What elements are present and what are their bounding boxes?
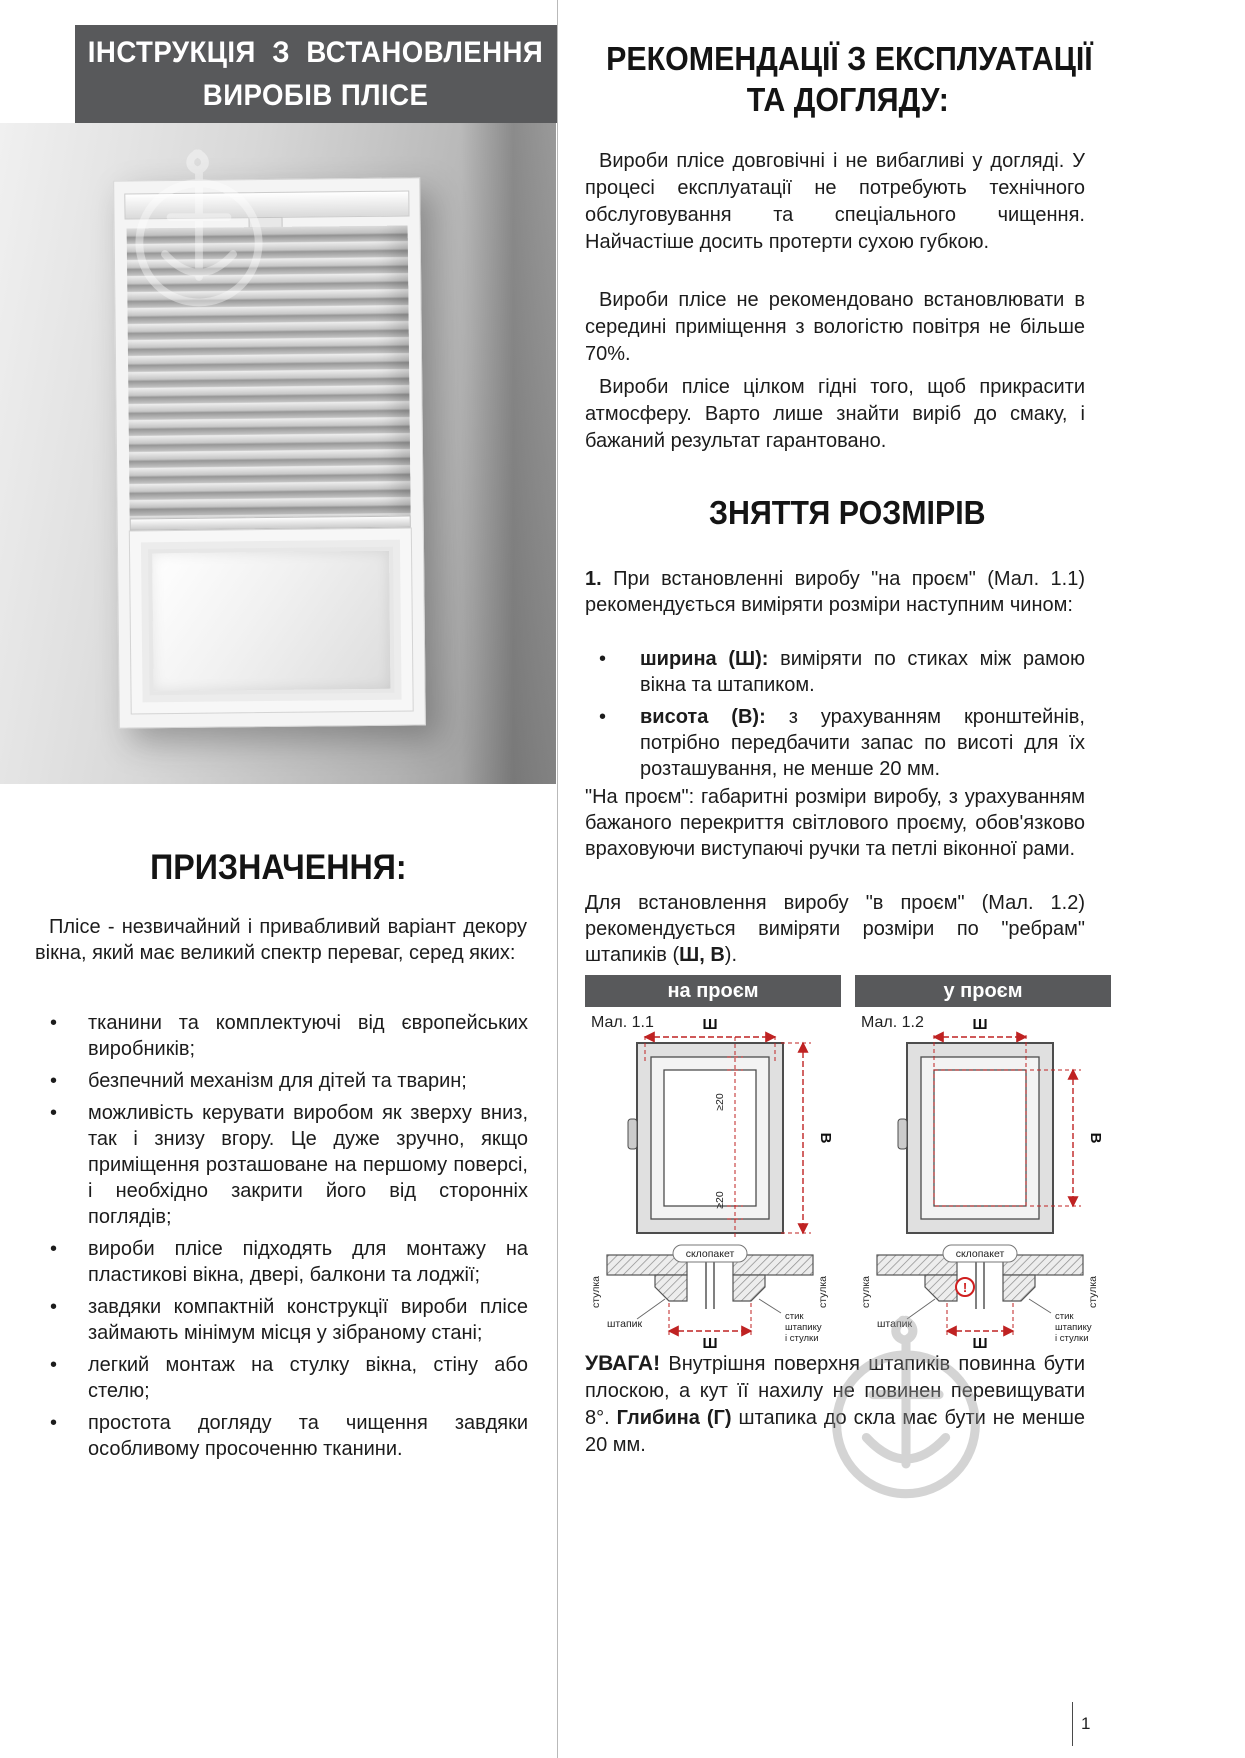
list-item: • можливість керувати виробом як зверху вниз, так і знизу вгору. Це дуже зручно, якщо приміщення розташоване на першому поверсі, і необхідно закрити його від сторонніх поглядів; <box>40 1100 528 1230</box>
width-label: Ш <box>702 1016 718 1033</box>
care-paragraph-2: Вироби плісе не рекомендовано встановлювати в середині приміщення з вологістю повітря не більше 70%. <box>585 289 1085 365</box>
joint-label: стик <box>1055 1311 1074 1322</box>
diagram-1-header: на проєм <box>585 975 841 1007</box>
diagram-2-header: у проєм <box>855 975 1111 1007</box>
v-proem-paragraph: Для встановлення виробу "в проєм" (Мал. 1.2) рекомендується виміряти розміри по "ребрам" штапиків (Ш, В). <box>585 892 1085 966</box>
list-item: • простота догляду та чищення завдяки особливому просоченню тканини. <box>40 1410 528 1462</box>
blind-top-rail <box>124 191 409 220</box>
stulka-label: стулка <box>1087 1276 1099 1308</box>
wall-shadow <box>461 123 556 784</box>
list-item: • легкий монтаж на стулку вікна, стіну або стелю; <box>40 1352 528 1404</box>
purpose-section-title: ПРИЗНАЧЕННЯ: <box>150 848 407 887</box>
figure-label: Мал. 1.1 <box>591 1014 654 1031</box>
care-section-title: РЕКОМЕНДАЦІЇ З ЕКСПЛУАТАЦІЇ ТА ДОГЛЯДУ: <box>606 40 1093 118</box>
photo-window-glass <box>148 547 395 696</box>
width-label: Ш <box>972 1335 988 1352</box>
diagram-u-proem <box>855 975 1111 1352</box>
width-label: Ш <box>972 1016 988 1033</box>
stulka-label: стулка <box>860 1276 872 1308</box>
diagram-na-proem <box>585 975 841 1352</box>
photo-window-frame <box>113 177 426 728</box>
care-paragraph-3: Вироби плісе цілком гідні того, щоб прикрасити атмосферу. Варто лише знайти виріб до смаку, і бажаний результат гарантовано. <box>585 376 1085 452</box>
purpose-intro: Плісе - незвичайний і привабливий варіант декору вікна, який має великий спектр переваг, серед яких: <box>35 916 527 964</box>
list-item: • тканини та комплектуючі від європейських виробників; <box>40 1010 528 1062</box>
left-header-line2: ВИРОБІВ ПЛІСЕ <box>203 79 429 112</box>
care-paragraph-1: Вироби плісе довговічні і не вибагливі у догляді. У процесі експлуатації не потребують технічного обслуговування та спеціального чищення. Найчастіше досить протерти сухою губкою. <box>585 150 1085 253</box>
profile-cross-section <box>877 1255 1083 1309</box>
list-item: • безпечний механізм для дітей та тварин; <box>40 1068 528 1094</box>
stulka-label: стулка <box>817 1276 829 1308</box>
window-drawing <box>898 1043 1053 1233</box>
warning-exclamation: ! <box>962 1280 968 1295</box>
bottom-width-dim <box>947 1303 1013 1337</box>
page-number: 1 <box>1081 1714 1091 1733</box>
column-divider <box>557 0 558 1758</box>
width-label: Ш <box>702 1335 718 1352</box>
photo-window-sash <box>130 529 413 714</box>
diagram-figure-1-2 <box>855 1007 1111 1352</box>
joint-label: і стулки <box>785 1333 819 1344</box>
left-header-line1: ІНСТРУКЦІЯ З ВСТАНОВЛЕННЯ <box>88 36 544 69</box>
measure-section-title: ЗНЯТТЯ РОЗМІРІВ <box>709 494 986 531</box>
bottom-width-dim <box>669 1303 751 1337</box>
height-label: В <box>817 1132 834 1144</box>
joint-label: штапику <box>785 1322 822 1333</box>
height-label: В <box>1087 1132 1104 1144</box>
list-item: • висота (В): з урахуванням кронштейнів, потрібно передбачити запас по висоті для їх розташування, не менше 20 мм. <box>585 704 1085 782</box>
footer-divider <box>1072 1702 1073 1746</box>
measure-step-1: 1. При встановленні виробу "на проєм" (Мал. 1.1) рекомендується виміряти розміри наступним чином: <box>585 568 1085 616</box>
figure-label: Мал. 1.2 <box>861 1014 924 1031</box>
list-item: • вироби плісе підходять для монтажу на пластикові вікна, двері, балкони та лоджії; <box>40 1236 528 1288</box>
sklopaket-label: склопакет <box>685 1248 735 1260</box>
diagram-figure-1-1 <box>585 1007 841 1352</box>
list-item: • завдяки компактній конструкції вироби плісе займають мінімум місця у зібраному стані; <box>40 1294 528 1346</box>
stulka-label: стулка <box>590 1276 602 1308</box>
profile-cross-section <box>607 1255 813 1309</box>
shtapik-label: штапик <box>877 1318 913 1330</box>
list-item: • ширина (Ш): виміряти по стиках між рамою вікна та штапиком. <box>585 646 1085 698</box>
joint-label: стик <box>785 1311 804 1322</box>
window-photo <box>0 123 556 784</box>
warning-paragraph: УВАГА! Внутрішня поверхня штапиків повинна бути плоскою, а кут її нахилу не повинен перевищувати 8°. Глибина (Г) штапика до скла має бути не менше 20 мм. <box>585 1352 1085 1456</box>
sklopaket-label: склопакет <box>955 1248 1005 1260</box>
min20-label: ≥20 <box>714 1093 726 1111</box>
left-header-banner <box>75 25 557 123</box>
na-proem-paragraph: "На проєм": габаритні розміри виробу, з урахуванням бажаного перекриття світлового проєму, обов'язково враховуючи виступаючі ручки та петлі віконної рами. <box>585 786 1085 860</box>
pleated-blind <box>127 226 411 519</box>
measure-bullet-list <box>585 646 1085 788</box>
shtapik-label: штапик <box>607 1318 643 1330</box>
purpose-bullet-list <box>40 1010 528 1468</box>
joint-label: і стулки <box>1055 1333 1089 1344</box>
window-drawing <box>628 1043 783 1233</box>
min20-label: ≥20 <box>714 1191 726 1209</box>
joint-label: штапику <box>1055 1322 1092 1333</box>
